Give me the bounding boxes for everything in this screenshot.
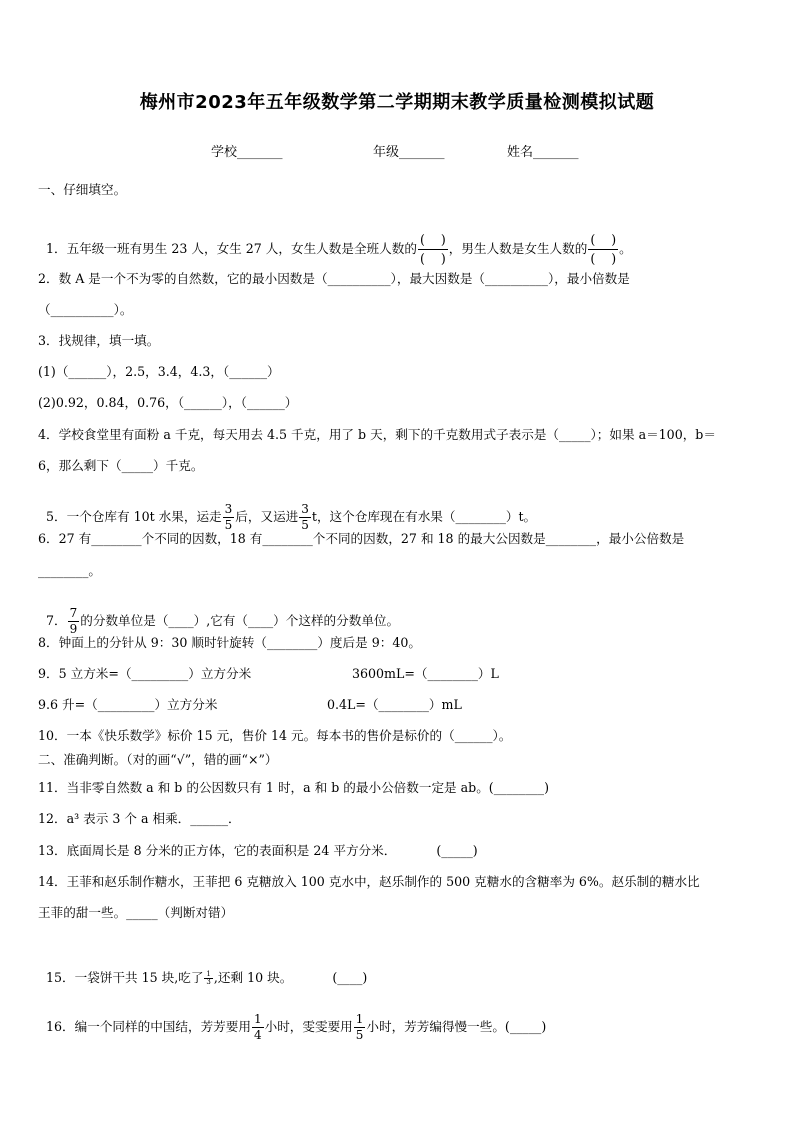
q1-fraction-2 xyxy=(588,231,618,268)
q1-text-b: ，男生人数是女生人数的 xyxy=(448,241,588,256)
q7-fraction xyxy=(68,606,80,637)
question-4-line-2: 6，那么剩下（_____）千克。 xyxy=(38,458,204,473)
q15-fraction xyxy=(204,971,212,986)
grade-field: 年级_______ xyxy=(373,145,445,160)
q1-f1-numerator: ( ) xyxy=(418,231,448,250)
question-9-part-b: 3600mL=（________）L xyxy=(352,666,499,681)
question-13: 13．底面周长是 8 分米的正方体，它的表面积是 24 平方分米． (_____) xyxy=(38,843,478,858)
q1-f2-numerator: ( ) xyxy=(588,231,618,250)
section-1-heading: 一、仔细填空。 xyxy=(38,182,127,197)
q15-numerator: 1 xyxy=(206,970,211,978)
question-3-line-2: (1)（______），2.5，3.4，4.3，（______） xyxy=(38,364,280,379)
q16-f1-numerator: 1 xyxy=(253,1012,262,1026)
q16-fraction-1 xyxy=(252,1012,264,1043)
question-12: 12．a³ 表示 3 个 a 相乘．______． xyxy=(38,811,241,826)
question-2-line-1: 2．数 A 是一个不为零的自然数，它的最小因数是（__________），最大因数是（__________），最小倍数是 xyxy=(38,271,630,286)
question-9-part-c: 9.6 升=（_________）立方分米 xyxy=(38,697,218,712)
q16-text-b: 小时，雯雯要用 xyxy=(264,1019,353,1034)
question-7 xyxy=(38,588,399,637)
q7-text-b: 的分数单位是（____）,它有（____）个这样的分数单位。 xyxy=(80,613,400,628)
q1-text-c: 。 xyxy=(619,241,632,256)
question-14-line-2: 王菲的甜一些。_____（判断对错） xyxy=(38,905,234,920)
q15-denominator: 3 xyxy=(206,978,211,986)
q7-denominator: 9 xyxy=(69,622,78,636)
question-1 xyxy=(38,213,632,268)
q5-fraction-2 xyxy=(299,502,311,533)
question-6-line-2: ________。 xyxy=(38,563,101,578)
q16-text-a: 16．编一个同样的中国结，芳芳要用 xyxy=(46,1019,251,1034)
name-field: 姓名_______ xyxy=(507,145,579,160)
q16-fraction-2 xyxy=(354,1012,366,1043)
question-3-line-1: 3．找规律，填一填。 xyxy=(38,333,160,348)
q16-f2-denominator: 5 xyxy=(355,1028,364,1042)
q5-text-b: 后，又运进 xyxy=(235,509,299,524)
q1-f2-denominator: ( ) xyxy=(590,251,617,266)
question-8: 8．钟面上的分针从 9：30 顺时针旋转（________）度后是 9：40。 xyxy=(38,635,421,650)
question-9-part-a: 9．5 立方米=（_________）立方分米 xyxy=(38,666,252,681)
q5-f1-denominator: 5 xyxy=(224,518,233,532)
question-5 xyxy=(38,484,536,533)
question-11: 11．当非零自然数 a 和 b 的公因数只有 1 时，a 和 b 的最小公倍数一定是 ab。(________) xyxy=(38,780,550,795)
section-2-heading: 二、准确判断。（对的画“√”，错的画“×”） xyxy=(38,752,278,767)
question-4-line-1: 4．学校食堂里有面粉 a 千克，每天用去 4.5 千克，用了 b 天，剩下的千克数用式子表示是（_____）；如果 a＝100，b＝ xyxy=(38,427,716,442)
q15-text-b: ,还剩 10 块。 (____) xyxy=(213,970,368,985)
q5-f2-denominator: 5 xyxy=(301,518,309,532)
question-15 xyxy=(38,951,367,987)
question-14-line-1: 14．王菲和赵乐制作糖水，王菲把 6 克糖放入 100 克水中，赵乐制作的 500 克糖水的含糖率为 6%。赵乐制的糖水比 xyxy=(38,874,700,889)
q7-numerator: 7 xyxy=(69,606,78,620)
q16-f2-numerator: 1 xyxy=(355,1012,364,1026)
q16-f1-denominator: 4 xyxy=(253,1028,262,1042)
question-16 xyxy=(38,994,546,1043)
q1-text-a: 1．五年级一班有男生 23 人，女生 27 人，女生人数是全班人数的 xyxy=(46,241,417,256)
q1-fraction-1 xyxy=(418,231,448,268)
q16-text-c: 小时，芳芳编得慢一些。(_____) xyxy=(366,1019,547,1034)
question-6-line-1: 6．27 有________个不同的因数，18 有________个不同的因数，27 和 18 的最大公因数是________，最小公倍数是 xyxy=(38,531,685,546)
q5-f1-numerator: 3 xyxy=(224,502,233,516)
school-field: 学校_______ xyxy=(211,145,283,160)
q5-text-a: 5．一个仓库有 10t 水果，运走 xyxy=(46,509,222,524)
question-2-line-2: （__________）。 xyxy=(38,302,133,317)
question-9-part-d: 0.4L=（________）mL xyxy=(327,697,462,712)
q5-text-c: t，这个仓库现在有水果（________）t。 xyxy=(311,509,537,524)
q15-text-a: 15．一袋饼干共 15 块,吃了 xyxy=(46,970,204,985)
q5-fraction-1 xyxy=(223,502,235,533)
q7-text-a: 7． xyxy=(46,613,67,628)
page-title: 梅州市2023年五年级数学第二学期期末教学质量检测模拟试题 xyxy=(139,92,655,113)
question-10: 10．一本《快乐数学》标价 15 元，售价 14 元。每本书的售价是标价的（______）。 xyxy=(38,728,512,743)
q1-f1-denominator: ( ) xyxy=(419,251,446,266)
q5-f2-numerator: 3 xyxy=(301,502,309,516)
question-3-line-3: (2)0.92，0.84，0.76，（______），（______） xyxy=(38,395,298,410)
